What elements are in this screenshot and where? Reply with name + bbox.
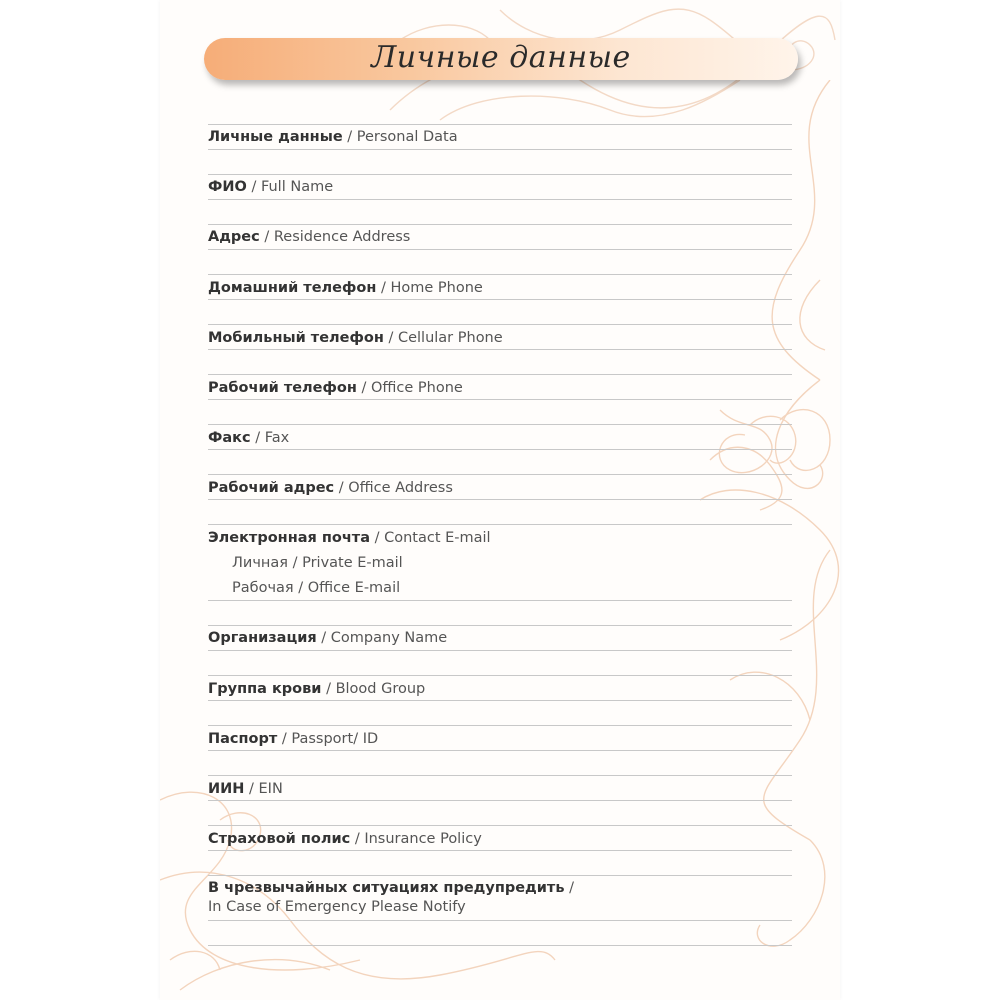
field-office-email — [232, 580, 400, 596]
field-label-ru: Адрес — [208, 229, 260, 245]
field-label-en: / EIN — [244, 781, 283, 797]
writing-line — [208, 600, 792, 601]
field-label-en: / Cellular Phone — [383, 330, 503, 346]
writing-line — [208, 920, 792, 921]
writing-line — [208, 750, 792, 751]
field-home-phone — [208, 280, 483, 296]
field-ein — [208, 781, 283, 797]
field-label-en: / Office E-mail — [293, 580, 401, 596]
field-label-ru: Организация — [208, 630, 317, 646]
field-label-en: / Private E-mail — [287, 555, 403, 571]
field-label-en: / Blood Group — [321, 681, 426, 697]
field-cellular-phone — [208, 330, 503, 346]
field-full-name — [208, 179, 333, 195]
field-label-ru: Рабочая — [232, 580, 294, 596]
field-label-en: / Residence Address — [259, 229, 411, 245]
writing-line — [208, 700, 792, 701]
writing-line — [208, 945, 792, 946]
writing-line — [208, 249, 792, 250]
writing-line — [208, 399, 792, 400]
field-passport-id — [208, 731, 378, 747]
writing-line — [208, 625, 792, 626]
field-office-address — [208, 480, 453, 496]
writing-line — [208, 274, 792, 275]
field-label-ru: Личные данные — [208, 129, 343, 145]
writing-line — [208, 199, 792, 200]
writing-line — [208, 324, 792, 325]
field-label-ru: Группа крови — [208, 681, 322, 697]
field-emergency-notify — [208, 880, 574, 896]
field-private-email — [232, 555, 403, 571]
field-label-ru: Личная — [232, 555, 288, 571]
field-label-en: / Home Phone — [376, 280, 483, 296]
field-contact-email — [208, 530, 491, 546]
writing-line — [208, 825, 792, 826]
field-fax — [208, 430, 289, 446]
writing-line — [208, 675, 792, 676]
writing-line — [208, 524, 792, 525]
writing-line — [208, 349, 792, 350]
field-label-ru: В чрезвычайных ситуациях предупредить — [208, 880, 565, 896]
writing-line — [208, 174, 792, 175]
field-label-en: / Fax — [250, 430, 290, 446]
writing-line — [208, 875, 792, 876]
writing-line — [208, 850, 792, 851]
writing-line — [208, 424, 792, 425]
writing-line — [208, 374, 792, 375]
writing-line — [208, 124, 792, 125]
writing-line — [208, 725, 792, 726]
field-label-en: / Passport/ ID — [277, 731, 379, 747]
field-label-ru: Паспорт — [208, 731, 278, 747]
page-title: Личные данные — [371, 40, 631, 75]
writing-line — [208, 499, 792, 500]
field-office-phone — [208, 380, 463, 396]
writing-line — [208, 800, 792, 801]
writing-line — [208, 449, 792, 450]
field-label-ru: Страховой полис — [208, 831, 351, 847]
field-label-ru: ФИО — [208, 179, 247, 195]
field-label-ru: Домашний телефон — [208, 280, 377, 296]
field-label-ru: Факс — [208, 430, 251, 446]
field-residence-address — [208, 229, 410, 245]
writing-line — [208, 775, 792, 776]
field-label-en: / Insurance Policy — [350, 831, 482, 847]
field-label-en: / Office Phone — [356, 380, 463, 396]
field-label-en: / Full Name — [246, 179, 334, 195]
field-label-en: / Personal Data — [342, 129, 458, 145]
field-label-ru: Электронная почта — [208, 530, 370, 546]
field-insurance-policy — [208, 831, 482, 847]
writing-line — [208, 224, 792, 225]
writing-line — [208, 650, 792, 651]
writing-line — [208, 299, 792, 300]
field-label-en: / — [564, 880, 574, 896]
field-label-ru: Рабочий адрес — [208, 480, 335, 496]
title-banner — [204, 38, 798, 80]
field-label-ru: Рабочий телефон — [208, 380, 357, 396]
field-label-en: / Office Address — [334, 480, 453, 496]
writing-line — [208, 149, 792, 150]
field-personal-data — [208, 129, 458, 145]
field-label-en: / Company Name — [316, 630, 448, 646]
field-label-ru: Мобильный телефон — [208, 330, 384, 346]
field-label-ru: ИИН — [208, 781, 245, 797]
writing-line — [208, 474, 792, 475]
field-company-name — [208, 630, 447, 646]
field-label-en: In Case of Emergency Please Notify — [208, 899, 466, 915]
field-blood-group — [208, 681, 425, 697]
field-label-en: / Contact E-mail — [370, 530, 491, 546]
field-emergency-notify-en — [208, 899, 466, 915]
